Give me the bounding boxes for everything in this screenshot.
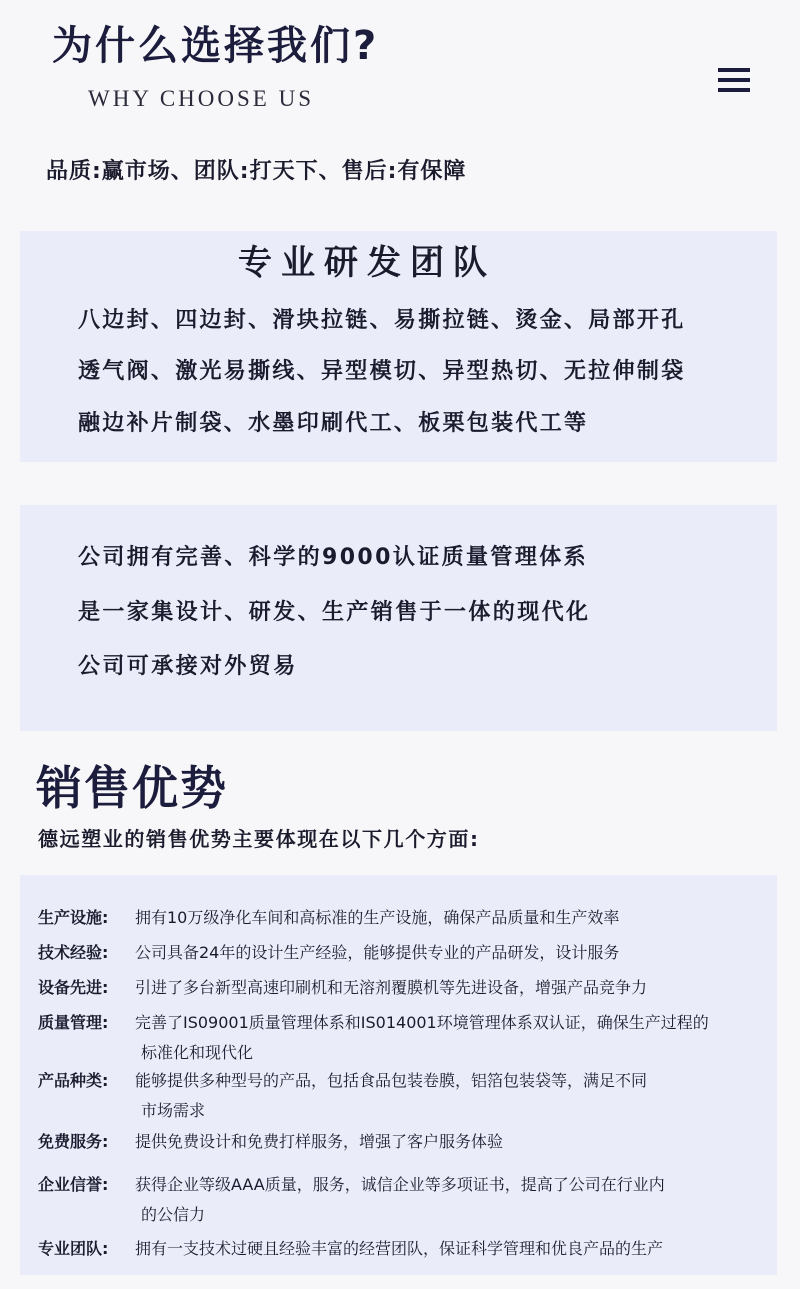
- advantage-text: 引进了多台新型高速印刷机和无溶剂覆膜机等先进设备，增强产品竞争力: [135, 978, 648, 997]
- advantage-label: 专业团队:: [38, 1239, 109, 1258]
- advantage-text: 提供免费设计和免费打样服务，增强了客户服务体验: [135, 1132, 504, 1151]
- sales-advantages-title: 销售优势: [36, 761, 228, 815]
- company-intro-line: 是一家集设计、研发、生产销售于一体的现代化: [78, 600, 591, 625]
- advantage-label: 免费服务:: [38, 1132, 109, 1151]
- advantage-label: 企业信誉:: [38, 1175, 109, 1194]
- rd-feature-line: 八边封、四边封、滑块拉链、易撕拉链、烫金、局部开孔: [78, 308, 686, 333]
- advantage-label: 技术经验:: [38, 943, 109, 962]
- advantage-label: 设备先进:: [38, 978, 109, 997]
- page-title: 为什么选择我们?: [52, 23, 380, 69]
- rd-team-heading: 专业研发团队: [238, 243, 496, 283]
- advantage-text-continued: 的公信力: [141, 1205, 206, 1224]
- advantage-text: 完善了IS09001质量管理体系和IS014001环境管理体系双认证，确保生产过程的: [135, 1013, 709, 1032]
- page-subtitle: WHY CHOOSE US: [88, 86, 314, 111]
- company-intro-line: 公司拥有完善、科学的9000认证质量管理体系: [78, 545, 589, 570]
- quality-tagline: 品质:赢市场、团队:打天下、售后:有保障: [46, 159, 467, 184]
- advantage-label: 生产设施:: [38, 908, 109, 927]
- sales-advantages-lead: 德远塑业的销售优势主要体现在以下几个方面:: [38, 827, 480, 851]
- advantage-text: 拥有一支技术过硬且经验丰富的经营团队，保证科学管理和优良产品的生产: [135, 1239, 664, 1258]
- advantage-text-continued: 标准化和现代化: [141, 1043, 254, 1062]
- advantage-label: 产品种类:: [38, 1071, 109, 1090]
- menu-bar-top: [718, 68, 750, 72]
- advantage-text: 获得企业等级AAA质量，服务，诚信企业等多项证书，提高了公司在行业内: [135, 1175, 665, 1194]
- menu-bar-middle: [718, 78, 750, 82]
- advantage-text: 拥有10万级净化车间和高标准的生产设施，确保产品质量和生产效率: [135, 908, 620, 927]
- page-header: [0, 0, 800, 130]
- sales-advantages-panel: [20, 875, 777, 1275]
- advantage-text: 公司具备24年的设计生产经验，能够提供专业的产品研发，设计服务: [135, 943, 620, 962]
- company-intro-panel: [20, 505, 777, 731]
- advantage-text-continued: 市场需求: [141, 1101, 206, 1120]
- menu-bar-bottom: [718, 88, 750, 92]
- company-intro-line: 公司可承接对外贸易: [78, 654, 298, 679]
- rd-team-panel: [20, 231, 777, 462]
- rd-feature-line: 透气阀、激光易撕线、异型模切、异型热切、无拉伸制袋: [78, 359, 686, 384]
- advantage-text: 能够提供多种型号的产品，包括食品包装卷膜，铝箔包装袋等，满足不同: [135, 1071, 648, 1090]
- advantage-label: 质量管理:: [38, 1013, 109, 1032]
- rd-feature-line: 融边补片制袋、水墨印刷代工、板栗包装代工等: [78, 411, 589, 436]
- hamburger-menu-icon[interactable]: [714, 64, 754, 96]
